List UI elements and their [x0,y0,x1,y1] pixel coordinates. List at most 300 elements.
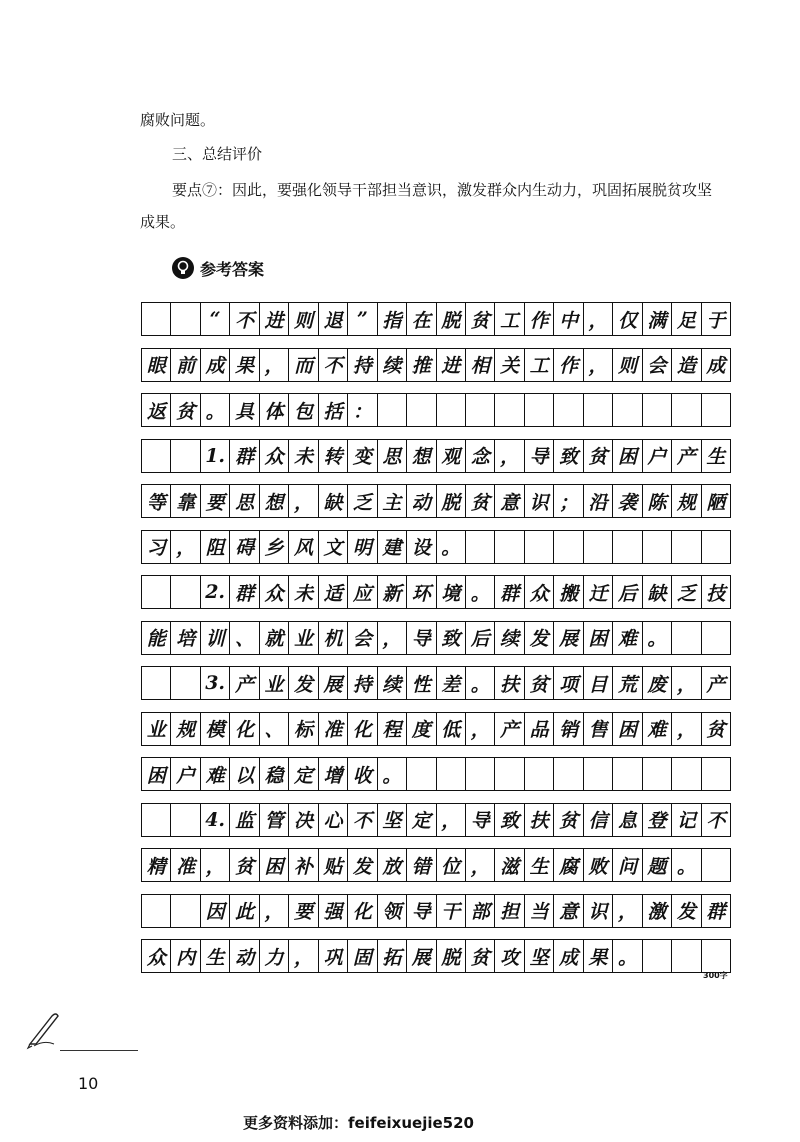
essay-cell: 准 [319,713,348,745]
essay-cell: 收 [348,758,377,790]
essay-cell: 适 [319,576,348,608]
essay-cell [495,531,524,563]
essay-cell: ， [672,667,701,699]
essay-cell: 持 [348,667,377,699]
essay-cell: 群 [230,576,259,608]
essay-cell: 阻 [201,531,230,563]
essay-cell: 群 [495,576,524,608]
essay-cell: 观 [437,440,466,472]
essay-cell: 贫 [466,485,495,517]
essay-cell: 决 [289,804,318,836]
essay-cell: 动 [407,485,436,517]
essay-row [141,302,731,336]
essay-cell: 。 [437,531,466,563]
essay-cell [613,531,642,563]
essay-cell: 以 [230,758,259,790]
essay-cell: 持 [348,349,377,381]
essay-cell: ， [584,349,613,381]
footer-note: 更多资料添加：feifeixuejie520 [243,1114,474,1132]
essay-cell: 难 [613,622,642,654]
essay-cell: 在 [407,303,436,335]
essay-cell: 贫 [230,849,259,881]
essay-cell: 乡 [260,531,289,563]
essay-cell [171,667,200,699]
essay-cell: 项 [554,667,583,699]
essay-cell: 坚 [378,804,407,836]
essay-cell: 推 [407,349,436,381]
essay-row [141,894,731,928]
essay-cell: 动 [230,940,259,972]
essay-cell [672,940,701,972]
essay-cell: 题 [643,849,672,881]
essay-cell: 进 [437,349,466,381]
essay-cell: 仅 [613,303,642,335]
essay-cell: 搬 [554,576,583,608]
essay-cell: 袭 [613,485,642,517]
lightbulb-icon [172,257,194,279]
essay-cell [584,394,613,426]
essay-cell: ， [466,849,495,881]
essay-cell: 群 [706,901,726,923]
essay-cell [495,758,524,790]
essay-cell: 乏 [348,485,377,517]
essay-cell: 、 [260,713,289,745]
key-point-7-cont: 成果。 [140,213,186,231]
essay-cell: 则 [613,349,642,381]
essay-cell: 登 [643,804,672,836]
essay-cell: 关 [495,349,524,381]
essay-cell: 发 [525,622,554,654]
essay-cell: 脱 [437,303,466,335]
essay-cell: 贫 [171,394,200,426]
essay-cell: 生 [706,446,726,468]
essay-row [141,575,731,609]
essay-cell: 导 [407,895,436,927]
essay-row [141,712,731,746]
essay-cell: 展 [407,940,436,972]
pen-icon [26,1010,66,1054]
essay-cell: 化 [230,713,259,745]
essay-cell [672,394,701,426]
essay-cell: 就 [260,622,289,654]
essay-cell: 2. [201,576,230,608]
essay-cell: ， [201,849,230,881]
essay-cell: 不 [230,303,259,335]
essay-cell: 当 [525,895,554,927]
essay-cell: 产 [495,713,524,745]
essay-cell [171,440,200,472]
essay-cell: ， [289,940,318,972]
essay-cell: 困 [142,758,171,790]
essay-cell: 果 [230,349,259,381]
essay-cell: 3. [201,667,230,699]
essay-cell [525,531,554,563]
essay-cell: 致 [495,804,524,836]
essay-cell [672,758,701,790]
essay-cell: 4. [201,804,230,836]
essay-cell: 。 [378,758,407,790]
essay-cell: 陋 [706,491,726,514]
essay-cell: 产 [706,673,726,696]
essay-cell [142,576,171,608]
answer-heading: 参考答案 [200,259,265,279]
essay-cell [643,394,672,426]
essay-cell: 要 [201,485,230,517]
essay-cell: 贴 [319,849,348,881]
essay-cell: 精 [142,849,171,881]
essay-cell: 应 [348,576,377,608]
essay-cell: 业 [260,667,289,699]
essay-cell: 未 [289,440,318,472]
essay-cell: 机 [319,622,348,654]
essay-cell: 满 [643,303,672,335]
essay-cell: 想 [260,485,289,517]
essay-cell: 贫 [525,667,554,699]
essay-cell: 拓 [378,940,407,972]
essay-cell: 导 [466,804,495,836]
essay-cell: 内 [171,940,200,972]
essay-cell: 展 [319,667,348,699]
essay-cell: 难 [201,758,230,790]
essay-cell: 标 [289,713,318,745]
essay-cell: 进 [260,303,289,335]
essay-cell: 干 [437,895,466,927]
essay-cell: 脱 [437,485,466,517]
essay-cell: 产 [672,440,701,472]
essay-cell [171,804,200,836]
essay-cell: 规 [672,485,701,517]
essay-cell: 因 [201,895,230,927]
essay-cell [466,758,495,790]
essay-row [141,530,731,564]
essay-cell [437,394,466,426]
essay-cell: 目 [584,667,613,699]
essay-cell: 众 [260,576,289,608]
essay-cell [466,531,495,563]
essay-cell: 。 [201,394,230,426]
essay-cell [554,394,583,426]
essay-cell: ： [348,394,377,426]
essay-cell: 性 [407,667,436,699]
essay-cell: 错 [407,849,436,881]
essay-row [141,348,731,382]
essay-cell: 后 [613,576,642,608]
essay-cell: 众 [525,576,554,608]
essay-cell: 担 [495,895,524,927]
essay-cell: 造 [672,349,701,381]
essay-cell: 会 [643,349,672,381]
essay-cell: 定 [289,758,318,790]
essay-cell: 销 [554,713,583,745]
essay-cell: 相 [466,349,495,381]
essay-cell: 难 [643,713,672,745]
essay-cell [378,394,407,426]
essay-cell: 信 [584,804,613,836]
essay-cell: 攻 [495,940,524,972]
essay-cell: 巩 [319,940,348,972]
page-number: 10 [78,1074,99,1093]
divider-line [60,1050,138,1051]
essay-cell: ， [437,804,466,836]
essay-cell: 等 [142,485,171,517]
essay-cell [672,531,701,563]
essay-cell: 发 [672,895,701,927]
essay-cell [702,394,730,426]
essay-cell: 败 [584,849,613,881]
essay-cell: 化 [348,713,377,745]
essay-cell: 滋 [495,849,524,881]
essay-cell: 成 [706,355,726,377]
essay-cell: 陈 [643,485,672,517]
essay-row [141,393,731,427]
essay-row [141,621,731,655]
essay-cell [437,758,466,790]
essay-cell: 足 [672,303,701,335]
essay-cell: 放 [378,849,407,881]
essay-cell: 乏 [672,576,701,608]
essay-cell: 致 [437,622,466,654]
essay-cell: 位 [437,849,466,881]
essay-row [141,848,731,882]
essay-cell: ， [171,531,200,563]
essay-cell: 腐 [554,849,583,881]
essay-cell: 续 [378,349,407,381]
essay-cell: 建 [378,531,407,563]
essay-row [141,803,731,837]
essay-cell [466,394,495,426]
essay-cell: 管 [260,804,289,836]
essay-cell: 工 [495,303,524,335]
essay-row [141,439,731,473]
essay-cell: 作 [554,349,583,381]
essay-cell: 。 [466,576,495,608]
essay-cell: 作 [525,303,554,335]
section-heading: 三、总结评价 [172,145,263,163]
essay-cell: ， [495,440,524,472]
essay-cell [142,303,171,335]
essay-cell: 生 [525,849,554,881]
essay-cell: 此 [230,895,259,927]
essay-cell: 监 [230,804,259,836]
essay-cell: 坚 [525,940,554,972]
essay-cell [643,758,672,790]
essay-cell: 后 [466,622,495,654]
essay-cell: 产 [230,667,259,699]
essay-cell [702,940,730,972]
essay-cell: 众 [260,440,289,472]
essay-cell: 境 [437,576,466,608]
essay-cell: 贫 [466,303,495,335]
essay-cell: 贫 [466,940,495,972]
essay-cell: 困 [260,849,289,881]
essay-cell: 碍 [230,531,259,563]
essay-row [141,666,731,700]
essay-cell: 返 [142,394,171,426]
essay-cell: 风 [289,531,318,563]
essay-cell [613,394,642,426]
essay-row [141,757,731,791]
essay-cell: 激 [643,895,672,927]
essay-cell: 能 [142,622,171,654]
essay-cell: 识 [584,895,613,927]
essay-cell [171,576,200,608]
essay-cell: 程 [378,713,407,745]
word-count: 300字 [703,971,728,980]
essay-cell [584,758,613,790]
essay-cell: 要 [289,895,318,927]
essay-cell: 主 [378,485,407,517]
essay-cell: ， [613,895,642,927]
essay-cell: 发 [348,849,377,881]
essay-cell: 缺 [319,485,348,517]
essay-cell: 脱 [437,940,466,972]
essay-cell: 靠 [171,485,200,517]
essay-cell [171,895,200,927]
essay-cell: 文 [319,531,348,563]
essay-cell: 续 [495,622,524,654]
essay-cell: 、 [230,622,259,654]
essay-cell: 明 [348,531,377,563]
essay-cell: 贫 [584,440,613,472]
essay-cell: 想 [407,440,436,472]
essay-cell: 具 [230,394,259,426]
essay-cell: 会 [348,622,377,654]
essay-cell: 沿 [584,485,613,517]
essay-cell: 化 [348,895,377,927]
essay-cell: 稳 [260,758,289,790]
essay-row [141,939,731,973]
answer-heading-row [172,256,264,280]
essay-cell [554,758,583,790]
essay-cell: 果 [584,940,613,972]
essay-cell: 贫 [706,719,726,741]
essay-cell: 准 [171,849,200,881]
essay-cell [171,303,200,335]
essay-cell: 发 [289,667,318,699]
essay-cell [142,440,171,472]
essay-cell: 前 [171,349,200,381]
essay-cell [702,849,730,881]
essay-cell: 模 [201,713,230,745]
essay-cell: 不 [348,804,377,836]
essay-cell: 致 [554,440,583,472]
intro-line-1: 腐败问题。 [140,111,216,129]
essay-cell: 而 [289,349,318,381]
essay-cell: 业 [289,622,318,654]
essay-cell: 记 [672,804,701,836]
essay-cell: 规 [171,713,200,745]
essay-cell [584,531,613,563]
essay-cell: 度 [407,713,436,745]
essay-cell [525,394,554,426]
essay-cell: ， [260,895,289,927]
essay-cell: 领 [378,895,407,927]
essay-cell [142,895,171,927]
essay-cell: 训 [201,622,230,654]
essay-cell [702,622,730,654]
essay-cell: ， [260,349,289,381]
essay-cell: 。 [643,622,672,654]
essay-cell: ， [378,622,407,654]
essay-cell [672,622,701,654]
essay-cell: 工 [525,349,554,381]
essay-cell: 户 [643,440,672,472]
essay-cell: 部 [466,895,495,927]
essay-cell: 力 [260,940,289,972]
essay-cell: 品 [525,713,554,745]
essay-cell: ， [466,713,495,745]
essay-cell [702,531,730,563]
essay-cell: 意 [495,485,524,517]
essay-cell: 思 [378,440,407,472]
essay-cell: “ [201,303,230,335]
essay-cell: 差 [437,667,466,699]
essay-cell: 念 [466,440,495,472]
essay-cell: 息 [613,804,642,836]
essay-cell: 技 [706,582,726,605]
essay-cell [702,758,730,790]
essay-cell: 缺 [643,576,672,608]
essay-cell: 则 [289,303,318,335]
essay-cell: 意 [554,895,583,927]
essay-cell: 售 [584,713,613,745]
essay-cell: 培 [171,622,200,654]
essay-cell: 废 [643,667,672,699]
essay-cell: 体 [260,394,289,426]
essay-cell: 包 [289,394,318,426]
essay-cell [525,758,554,790]
essay-cell: 定 [407,804,436,836]
essay-cell: 迁 [584,576,613,608]
essay-cell: ， [672,713,701,745]
essay-cell: 变 [348,440,377,472]
essay-cell: 环 [407,576,436,608]
essay-cell: 指 [378,303,407,335]
essay-cell: 群 [230,440,259,472]
essay-cell: ； [554,485,583,517]
essay-cell: ” [348,303,377,335]
essay-cell: 生 [201,940,230,972]
essay-cell: 固 [348,940,377,972]
essay-cell [643,531,672,563]
essay-cell: 问 [613,849,642,881]
essay-cell: 成 [554,940,583,972]
essay-cell: 心 [319,804,348,836]
key-point-7: 要点⑦：因此，要强化领导干部担当意识，激发群众内生动力，巩固拓展脱贫攻坚 [172,181,713,199]
essay-cell: 续 [378,667,407,699]
essay-cell: 括 [319,394,348,426]
essay-cell: 困 [584,622,613,654]
essay-cell: 导 [407,622,436,654]
essay-cell: 习 [142,531,171,563]
essay-cell: 转 [319,440,348,472]
essay-cell: 展 [554,622,583,654]
essay-cell [142,667,171,699]
essay-cell [407,758,436,790]
essay-cell: ， [584,303,613,335]
essay-cell [613,758,642,790]
essay-cell: 。 [672,849,701,881]
essay-cell [643,940,672,972]
essay-cell: 户 [171,758,200,790]
essay-cell: 退 [319,303,348,335]
essay-cell: 于 [706,309,726,332]
essay-cell: 众 [142,940,171,972]
essay-cell: 思 [230,485,259,517]
essay-cell: 强 [319,895,348,927]
essay-cell: 荒 [613,667,642,699]
essay-cell: 中 [554,303,583,335]
